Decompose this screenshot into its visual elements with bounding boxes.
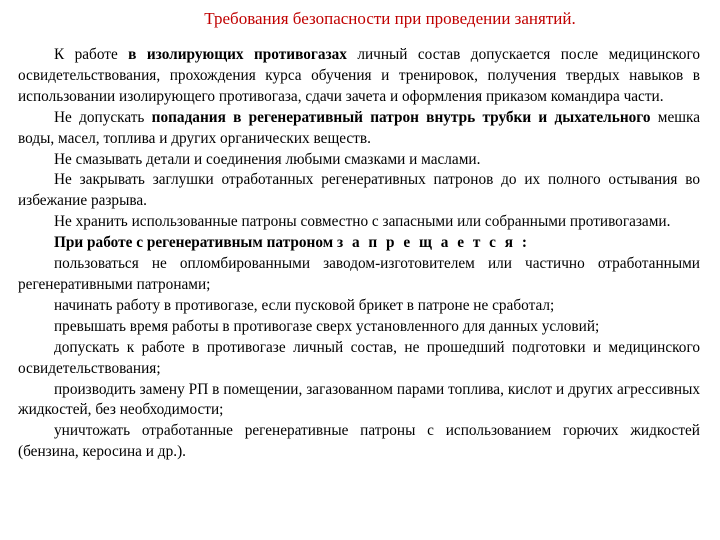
paragraph-storage: Не хранить использованные патроны совместно с запасными или собранными противогазами. bbox=[54, 213, 671, 231]
paragraph-prohibited-heading bbox=[18, 233, 700, 254]
list-item-starter: начинать работу в противогазе, если пусковой брикет в патроне не сработал; bbox=[54, 296, 555, 314]
paragraph-admission bbox=[18, 45, 700, 108]
list-item-time-limit: превышать время работы в противогазе сверх установленного для данных условий; bbox=[54, 317, 600, 335]
text-run: Не допускать bbox=[54, 108, 152, 126]
list-item-disposal: уничтожать отработанные регенеративные патроны с использованием горючих жидкостей (бензина, керосина и др.). bbox=[18, 422, 700, 461]
bold-run: попадания в регенеративный патрон внутрь трубки и дыхательного bbox=[151, 108, 651, 126]
text-run: мешка воды, масел, топлива и других органических веществ. bbox=[18, 108, 700, 147]
slide-title: Требования безопасности при проведении занятий. bbox=[204, 9, 576, 28]
slide-body bbox=[18, 45, 700, 463]
text-run: личный состав допускается после медицинского освидетельствования, прохождения курса обучения и тренировок, получения твердых навыков в использовании изолирующего противогаза, сдачи зачета и оформления приказом командира части. bbox=[18, 46, 700, 105]
text-run: К работе bbox=[54, 46, 129, 63]
paragraph-no-ingress bbox=[18, 108, 700, 150]
paragraph-no-lubricants: Не смазывать детали и соединения любыми смазками и маслами. bbox=[54, 150, 481, 168]
list-item-untrained: допускать к работе в противогазе личный состав, не прошедший подготовки и медицинского освидетельствования; bbox=[18, 338, 700, 377]
paragraph-no-caps: Не закрывать заглушки отработанных регенеративных патронов до их полного остывания во избежание разрыва. bbox=[18, 171, 700, 210]
list-item-unsealed: пользоваться не опломбированными заводом-изготовителем или частично отработанными регенеративными патронами; bbox=[18, 255, 700, 293]
bold-spaced-run: з а п р е щ а е т с я : bbox=[336, 234, 530, 252]
list-item-replacement: производить замену РП в помещении, загазованном парами топлива, кислот и других агрессивных жидкостей, без необходимости; bbox=[18, 380, 700, 419]
bold-run: При работе с регенеративным патроном bbox=[54, 234, 337, 252]
bold-run: в изолирующих противогазах bbox=[128, 46, 347, 63]
